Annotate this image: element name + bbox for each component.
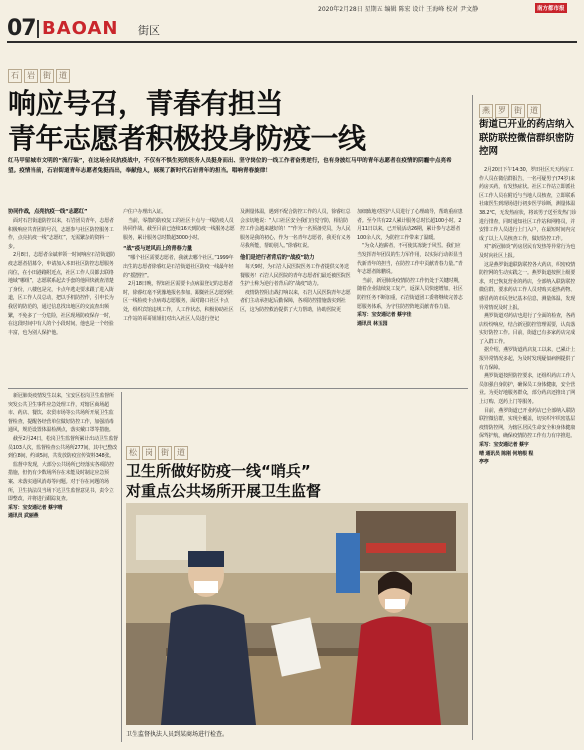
paragraph: 当前，零散的防疫复工的社区卡点与一线防疫人员协同作战，截至目前已连续16天到防疫一线服务志愿服务，累计服务总时数超3000小时。	[123, 217, 235, 241]
paragraph: 燕罗街道对药店也进行了全面的检查，各药店纷纷响应，结合新冠防控管理需要，认真落实好防控工作。目前，街道已有多家药店完成了入群工作。	[479, 313, 576, 345]
paragraph: 2月18日晚，得知社区需要卡点病温登记的志愿者时，徐睿红毫不犹豫地报名参加，跟随社区志愿到社区一线检疫卡点病毒志愿服务，面对路口社区卡点处，组织宾馆违规工作，人工作状态，积极协助社区工作站的哥哥姐姐们对出入社区人员进行登记	[123, 281, 234, 322]
main-column-4	[357, 208, 465, 384]
bottom-headline-1: 卫生所做好防疫一线“哨兵”	[126, 462, 311, 480]
paragraph: “为众人抱薪者，不可使其冻毙于风雪。我们应当发挥青年团员的生力军作用，以实际行动彰显当代新青年的担当，在防控工作中贡献青春力量。”青年志愿者陈鹏说。	[357, 243, 463, 276]
main-headline-1: 响应号召，青春有担当	[8, 87, 284, 120]
byline: 通讯员 林玉园	[357, 320, 388, 327]
paragraph: 当前，新冠肺炎疫情防控工作仍处于关键时期，随着企业陆续复工复产，返深人员快速增加，社区防控任务不断加重，石岩街道团工委将继续完善志愿服务体系，为守住防控阵地贡献青春力量。	[357, 277, 463, 310]
paragraph: 燕罗街道按照防控要求，还组织药店工作人员加强自身防护，确保员工身体健康，安全营业。为更好地服务群众，部分药店还推出了网上订购、送药上门等服务。	[479, 373, 576, 406]
side-body	[479, 166, 577, 744]
byline: 亭亭	[479, 459, 489, 465]
paragraph: “哪个社区需要志愿者，我就去哪个社区。”1999年出生的志愿者徐睿红是石岩街道社区防疫一线最年轻的“摇摆控”。	[123, 255, 234, 279]
bottom-left-column	[8, 392, 118, 744]
section-pinyin: BAOAN	[42, 18, 119, 39]
kicker-char: 道	[527, 104, 541, 118]
paragraph: 户住户办理出入证。	[123, 209, 167, 215]
paragraph: 疫情防控阻击战打响以来，石岩人民医院青年志愿者们主动承担起后勤保障，各项防控措施落实到社区，这为防控救治提供了大力帮助，协助医院更	[240, 289, 351, 313]
bottom-kicker	[126, 440, 190, 460]
masthead-rule	[7, 41, 577, 43]
section-name: 街区	[138, 24, 160, 37]
photo-caption: 卫生监督执法人员到某商场进行检查。	[126, 731, 229, 738]
byline: 采写：宝安通记者 蔡宇晴	[8, 504, 63, 511]
paragraph: 2月8日，志愿者余斌率领一时间响应石岩街道防疫志愿者招募令，申请加入本田社区防控志愿服务岗位，在小田港路附近点，社区工作人员都去联络地域“哪组”，志愿联系起去手套的他回快就查清楚了身份，八楼包是完，卡点年逃走要求跟了进入街道，区工作人员总动，把以手机防控作，引申长为我居的防范的，通过信息找出地区的交流查出频繁，不免多了一分危险，社区现场防疫保存一时，在这段时间中有人的个小段时间，他也是一个经验丰富，也为别人保护他。	[8, 252, 115, 336]
paragraph: 监督中发现，大部分公共场所已经落实各项防控措施，但仍有少数场所存在未能及时制定应急预案、未落实通风消毒等问题。对于存在问题的场所，卫生执法员当场下达卫生监督意见书，责令立即整改，并将进行跟踪复查。	[8, 461, 114, 503]
paragraph: 新冠肺炎疫情发生以来，宝安区松岗卫生监督所突发公共卫生事件应急处理工作，对辖区商场超市、药店、餐饮、农贸市场等公共场所开展卫生监督检查，提醒各经营单位做好防控工作，加强消毒通风，规范设置体温检测点，落实戴口罩等措施。	[8, 393, 114, 434]
main-headline-2: 青年志愿者积极投身防疫一线	[8, 122, 366, 155]
paragraph: 这是燕罗街道联防联控各大药店，织密疫情防控网的生动实践之一。燕罗街道按照上级要求，对已恢复营业的药店，全部纳入联防联控微信群，要求药店工作人员对购买退热药物、感冒药的市民登记基本信息，测量体温，发现异常情况及时上报。	[479, 261, 576, 311]
kicker-char: 街	[511, 104, 525, 118]
section-heading: “战”疫与逆风而上的青春力量	[123, 246, 192, 253]
paragraph: 目前，燕罗街道已开业药店已全部纳入联防联控微信群，实现全覆盖，切实织牢织密基层疫情防控网，为辖区居民生命安全和身体健康保驾护航，确保疫情防控工作有力有序推进。	[479, 407, 576, 440]
byline: 晴 通讯员 陈刚 何培根 程	[479, 450, 534, 457]
side-title: 街道已开业的药店纳入联防联控微信群织密防控网	[479, 119, 575, 157]
photo-illustration	[126, 503, 468, 725]
kicker-char: 岗	[142, 446, 156, 460]
main-column-3	[240, 208, 352, 384]
kicker-char: 松	[126, 446, 140, 460]
paragraph: 面对石岩街道防控以来，石岩团员青年，志愿者积极响应共青团的号召，志愿参与社区防控服务工作，点亮抗疫一线“志愿红”，无需繁杂的资料一步。	[8, 218, 114, 250]
kicker-char: 罗	[495, 104, 509, 118]
masthead-divider	[37, 20, 39, 38]
paragraph: 每天9时，为石岩人民医院医务工作者提供义务送餐服务！石岩人民医院的青年志愿者们最近被医院医生护士称为逆行者背后的“战疫”助力。	[240, 263, 351, 288]
section-heading: 协同作战，点亮抗疫一线“志愿红”	[8, 209, 88, 215]
main-column-1	[8, 208, 118, 384]
date-line: 2020年2月28日 星期五 编辑 陈宏 设计 王海峰 校对 尹文静	[318, 6, 479, 13]
kicker-char: 道	[56, 69, 70, 83]
section-heading: 他们是逆行者背后的“战疫”助力	[240, 254, 315, 261]
kicker-char: 道	[174, 446, 188, 460]
kicker-char: 岩	[24, 69, 38, 83]
byline: 采写：宝安通记者 蔡宇	[479, 442, 529, 448]
newspaper-logo: 南方都市报	[535, 3, 567, 13]
main-lead: 红马甲留城市文明的“流行装”，在这场全民抗疫战中，不仅有不惧生死的医务人员挺身而出、坚守岗位的一线工作者奋勇逆行，也有身披红马甲的青年志愿者在疫情的阴霾中点亮希望。疫情当前，石岩街道青年志愿者兔挺而出，奉献他人，展现了新时代石岩青年的担当。唱响青春旋律！	[8, 158, 452, 174]
byline: 采写：宝安通记者 蔡宇佳	[357, 312, 412, 319]
side-kicker	[479, 98, 543, 118]
page-number: 07	[7, 16, 36, 41]
paragraph: 对“新冠肺炎”药房居民有发热等异常行为也及时向社区上报。	[479, 244, 576, 259]
paragraph: 截至2月24日，松岗卫生监督所累计出动卫生监督员103人次，监督检查公共场所277间，其中已整改到位8间，约谈5间，共发放防疫宣传资料348张。	[8, 435, 118, 460]
kicker-char: 街	[158, 446, 172, 460]
page-masthead	[0, 0, 584, 42]
bottom-headline-2: 对重点公共场所开展卫生监督	[126, 482, 322, 500]
main-kicker	[8, 63, 72, 83]
paragraph: 2月20日下午14:30，罗田社区天天药房工作人员在微信群报告，一名可疑男子(74岁)来药房买药，有发热症状。社区工作站立即派社区工作人员在附近与当地人员核查，立即联系社康医生到现场进行初步医学诊断，测量体温38.2℃，无发热症状，将该男子送至发热门诊进行排查，同时通知社区工作站和网格员，并安排工作人员进行上门入户，在最短时间内完成了以上人员核查工作，做好防控工作。	[479, 167, 577, 242]
byline: 通讯员 武丽燕	[8, 513, 39, 520]
column-rule	[121, 392, 122, 742]
kicker-char: 石	[8, 69, 22, 83]
main-column-2	[123, 208, 235, 384]
news-photo	[126, 503, 468, 725]
column-rule	[472, 95, 473, 740]
paragraph: 据介绍，燕罗街道药店复工以来，已累计上报异常情况多起，为及时发现疑似病例提供了有力保障。	[479, 347, 576, 371]
paragraph: 及测量体温，遇到不配合防控工作的人员，徐睿红总会亲切地说：“人口社区安全我们自觉守防，相信防控工作会越来越好的！”“作为一名预备党员，为人民服务是我的初心，作为一名青年志愿者，我更有义务尽我所能，帮助别人。”徐睿红说。	[240, 209, 351, 250]
kicker-char: 街	[40, 69, 54, 83]
kicker-char: 燕	[479, 104, 493, 118]
paragraph: 加细致地对医护人员进行了心理疏导，帮助重症患者。至今共有22人累计服务总时长超100小时。2月11日以来，已开展活动26期，累计参与志愿者100余人次，为防控工作带来了温暖。	[357, 209, 463, 241]
section-divider	[8, 388, 468, 389]
